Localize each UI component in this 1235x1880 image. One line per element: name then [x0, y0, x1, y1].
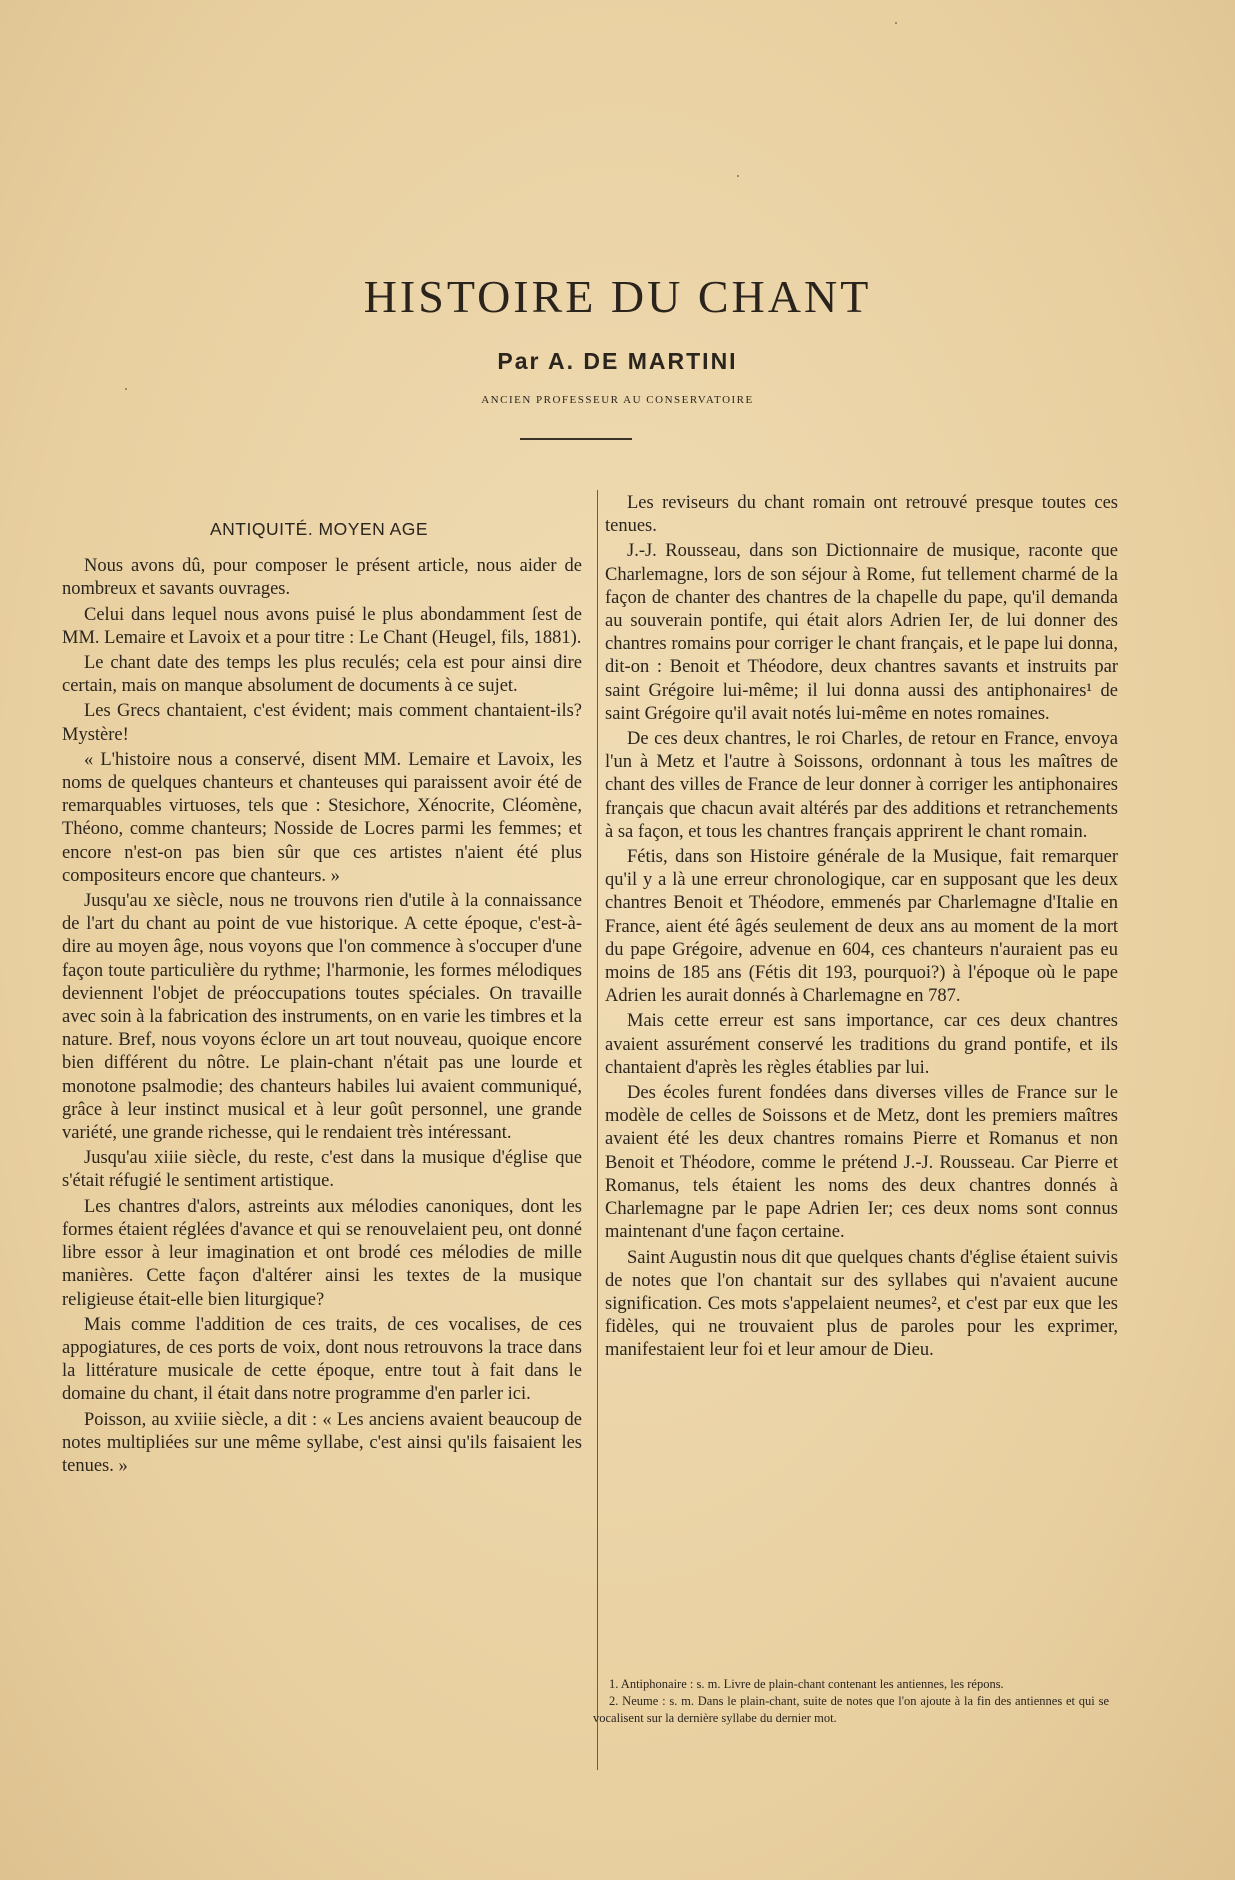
paper-speck: [895, 22, 897, 24]
paragraph: Les reviseurs du chant romain ont retrouvé presque toutes ces tenues.: [605, 493, 1118, 537]
paragraph: De ces deux chantres, le roi Charles, de retour en France, envoya l'un à Metz et l'autre à Soissons, ordonnant à tous les maîtres de chant des villes de France de leur donner à corriger les antiphonaires français que chacun avait altérés par des additions et retranchements à sa façon, et tous les chantres français apprirent le chant romain.: [605, 729, 1118, 842]
article-author: Par A. DE MARTINI: [497, 348, 738, 374]
paper-speck: [737, 175, 739, 177]
paper-speck: [125, 388, 127, 390]
left-column: [62, 490, 582, 1480]
footnote: 2. Neume : s. m. Dans le plain-chant, suite de notes que l'on ajoute à la fin des antiennes et qui se vocalisent sur la dernière syllabe du dernier mot.: [593, 1694, 1109, 1725]
paragraph: Les Grecs chantaient, c'est évident; mais comment chantaient-ils? Mystère!: [62, 701, 582, 745]
paragraph: Mais comme l'addition de ces traits, de ces vocalises, de ces appogiatures, de ces ports de voix, dont nous retrouvons la trace dans la littérature musicale de cette époque, entre tout à fait dans le domaine du chant, il était dans notre programme d'en parler ici.: [62, 1314, 582, 1405]
paragraph: Saint Augustin nous dit que quelques chants d'église étaient suivis de notes que l'on chantait sur des syllabes qui n'avaient aucune signification. Ces mots s'appelaient neumes², et c'est par eux que les fidèles, qui ne trouvaient plus de paroles pour les exprimer, manifestaient leur foi et leur amour de Dieu.: [605, 1247, 1118, 1361]
column-divider: [597, 490, 598, 1770]
paragraph: Jusqu'au xe siècle, nous ne trouvons rien d'utile à la connaissance de l'art du chant au point de vue historique. A cette époque, c'est-à-dire au moyen âge, nous voyons que l'on commence à s'occuper d'une façon toute particulière du rythme; l'harmonie, les formes mélodiques deviennent l'objet de préoccupations toutes spéciales. On travaille avec soin à la fabrication des instruments, on en varie les timbres et la nature. Bref, nous voyons éclore un art tout nouveau, quoique encore bien différent du nôtre. Le plain-chant n'était pas une lourde et monotone psalmodie; des chanteurs habiles lui avaient communiqué, grâce à leur instinct musical et à leur goût personnel, une grande variété, une grande richesse, qui le rendaient très intéressant.: [62, 891, 582, 1144]
paragraph: « L'histoire nous a conservé, disent MM. Lemaire et Lavoix, les noms de quelques chanteurs et chanteuses qui paraissent avoir été de remarquables virtuoses, tels que : Stesichore, Xénocrite, Cléomène, Théono, comme chanteurs; Nosside de Locres parmi les femmes; et encore n'est-on pas bien sûr que ces artistes n'aient été plus compositeurs encore que chanteurs. »: [62, 749, 582, 886]
paragraph: Mais cette erreur est sans importance, car ces deux chantres avaient assurément conservé les traditions du grand pontife, et ils chantaient d'après les règles établies par lui.: [605, 1011, 1118, 1078]
paragraph: Le chant date des temps les plus reculés; cela est pour ainsi dire certain, mais on manque absolument de documents à ce sujet.: [62, 653, 582, 697]
section-heading: ANTIQUITÉ. MOYEN AGE: [210, 519, 429, 539]
paragraph: Les chantres d'alors, astreints aux mélodies canoniques, dont les formes étaient réglées d'avance et qui se renouvelaient peu, ont donné libre essor à leur imagination et ont brodé ces mélodies de mille manières. Cette façon d'altérer ainsi les textes de la musique religieuse était-elle bien liturgique?: [62, 1196, 582, 1310]
paragraph: Poisson, au xviiie siècle, a dit : « Les anciens avaient beaucoup de notes multipliées sur une même syllabe, c'est ainsi qu'ils faisaient les tenues. »: [62, 1409, 582, 1476]
paragraph: Fétis, dans son Histoire générale de la Musique, fait remarquer qu'il y a là une erreur chronologique, car en supposant que les deux chantres Benoit et Théodore, emmenés par Charlemagne d'Italie en France, aient été âgés seulement de deux ans au moment de la mort du pape Grégoire, advenue en 604, ces chanteurs n'auraient pas eu moins de 185 ans (Fétis dit 193, pourquoi?) à l'époque où le pape Adrien les aurait donnés à Charlemagne en 787.: [605, 847, 1118, 1007]
paragraph: Nous avons dû, pour composer le présent article, nous aider de nombreux et savants ouvrages.: [62, 556, 582, 600]
title-divider: [520, 438, 632, 440]
paragraph: J.-J. Rousseau, dans son Dictionnaire de musique, raconte que Charlemagne, lors de son séjour à Rome, fut tellement charmé de la façon de chanter des chantres de la chapelle du pape, qu'il demanda au souverain pontife, qui était alors Adrien Ier, de lui donner des chantres romains pour corriger le chant français, et le pape lui donna, dit-on : Benoit et Théodore, deux chantres savants et instruits par saint Grégoire lui-même; il lui donna aussi des antiphonaires¹ de saint Grégoire qu'il avait notés lui-même en notes romaines.: [605, 541, 1118, 724]
footnote: 1. Antiphonaire : s. m. Livre de plain-chant contenant les antiennes, les répons.: [609, 1677, 1004, 1691]
article-title: HISTOIRE DU CHANT: [363, 271, 872, 322]
footnotes: [593, 1676, 1109, 1727]
paragraph: Celui dans lequel nous avons puisé le plus abondamment ſest de MM. Lemaire et Lavoix et a pour titre : Le Chant (Heugel, fils, 1881).: [62, 604, 582, 648]
right-column: [605, 492, 1118, 1365]
paragraph: Des écoles furent fondées dans diverses villes de France sur le modèle de celles de Soissons et de Metz, dont les premiers maîtres avaient été les deux chantres romains Pierre et Romanus et non Benoit et Théodore, comme le prétend J.-J. Rousseau. Car Pierre et Romanus, tels étaient les noms des deux chantres donnés à Charlemagne par le pape Adrien Ier; ces deux noms sont connus maintenant d'une façon certaine.: [605, 1083, 1118, 1243]
paragraph: Jusqu'au xiiie siècle, du reste, c'est dans la musique d'église que s'était réfugié le sentiment artistique.: [62, 1148, 582, 1192]
author-subtitle: ANCIEN PROFESSEUR AU CONSERVATOIRE: [481, 394, 754, 406]
